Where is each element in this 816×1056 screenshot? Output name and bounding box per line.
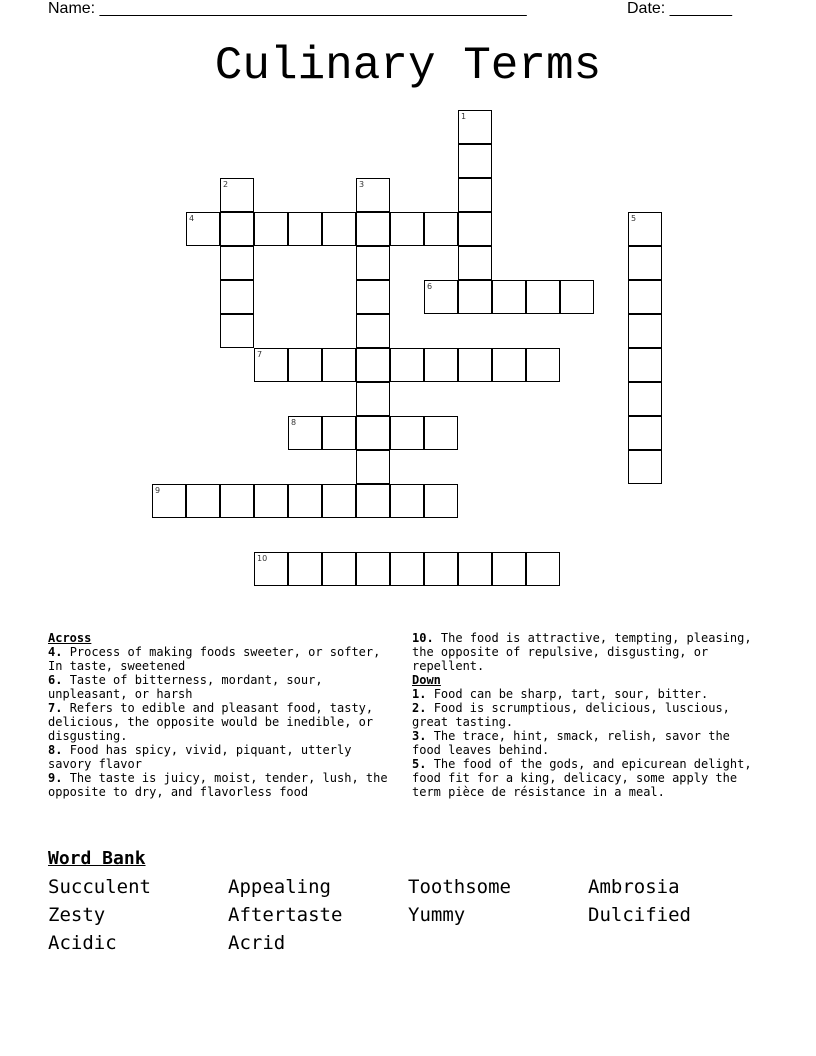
grid-cell[interactable]: [356, 382, 390, 416]
grid-cell[interactable]: [458, 552, 492, 586]
clue-text: The food is attractive, tempting, pleasing, the opposite of repulsive, disgusting, or repellent.: [412, 631, 752, 673]
clue-number: 9.: [48, 771, 63, 785]
grid-cell[interactable]: [492, 552, 526, 586]
clue-text: The taste is juicy, moist, tender, lush, the opposite to dry, and flavorless food: [48, 771, 388, 799]
grid-cell[interactable]: [628, 348, 662, 382]
page-title: Culinary Terms: [214, 40, 602, 92]
grid-cell[interactable]: [220, 246, 254, 280]
grid-cell[interactable]: [628, 314, 662, 348]
grid-cell[interactable]: [356, 178, 390, 212]
across-heading: Across: [48, 631, 92, 645]
word-bank-item: Zesty: [48, 904, 106, 926]
grid-cell[interactable]: [356, 484, 390, 518]
word-bank-item: Dulcified: [588, 904, 691, 926]
grid-cell[interactable]: [356, 280, 390, 314]
word-bank-item: Aftertaste: [228, 904, 343, 926]
word-bank-item: Succulent: [48, 876, 151, 898]
clue-down-2: [412, 701, 762, 729]
clue-across-7: [48, 701, 398, 743]
clue-text: Process of making foods sweeter, or softer, In taste, sweetened: [48, 645, 381, 673]
grid-cell[interactable]: [424, 212, 458, 246]
word-bank-item: Toothsome: [408, 876, 511, 898]
clue-number-label: 7: [257, 350, 263, 359]
clue-number: 4.: [48, 645, 63, 659]
grid-cell[interactable]: [628, 246, 662, 280]
grid-cell[interactable]: [390, 552, 424, 586]
clue-text: The trace, hint, smack, relish, savor the food leaves behind.: [412, 729, 730, 757]
grid-cell[interactable]: [288, 348, 322, 382]
clue-across-6: [48, 673, 398, 701]
word-bank-item: Acrid: [228, 932, 286, 954]
right-clues-column: [412, 631, 762, 799]
down-heading: Down: [412, 673, 441, 687]
clue-number-label: 9: [155, 486, 161, 495]
grid-cell[interactable]: [152, 484, 186, 518]
grid-cell[interactable]: [220, 212, 254, 246]
clue-text: Food has spicy, vivid, piquant, utterly savory flavor: [48, 743, 352, 771]
grid-cell[interactable]: [254, 484, 288, 518]
clue-number-label: 10: [257, 554, 268, 563]
clue-text: Food is scrumptious, delicious, luscious, great tasting.: [412, 701, 730, 729]
grid-cell[interactable]: [356, 450, 390, 484]
clue-across-8: [48, 743, 398, 771]
name-field-label: Name: ________________________________________________: [48, 0, 527, 17]
grid-cell[interactable]: [288, 484, 322, 518]
clue-number: 1.: [412, 687, 427, 701]
grid-cell[interactable]: [390, 348, 424, 382]
grid-cell[interactable]: [220, 314, 254, 348]
clue-down-5: [412, 757, 762, 799]
grid-cell[interactable]: [288, 416, 322, 450]
clue-across-10: [412, 631, 762, 673]
grid-cell[interactable]: [322, 348, 356, 382]
grid-cell[interactable]: [424, 348, 458, 382]
grid-cell[interactable]: [254, 552, 288, 586]
clue-down-3: [412, 729, 762, 757]
grid-cell[interactable]: [424, 280, 458, 314]
clue-number-label: 2: [223, 180, 229, 189]
grid-cell[interactable]: [628, 280, 662, 314]
grid-cell[interactable]: [424, 484, 458, 518]
grid-cell[interactable]: [356, 416, 390, 450]
grid-cell[interactable]: [458, 178, 492, 212]
word-bank-title: Word Bank: [48, 848, 146, 869]
grid-cell[interactable]: [628, 212, 662, 246]
grid-cell[interactable]: [628, 382, 662, 416]
grid-cell[interactable]: [526, 348, 560, 382]
clue-number: 8.: [48, 743, 63, 757]
grid-cell[interactable]: [254, 212, 288, 246]
word-bank-item: Ambrosia: [588, 876, 680, 898]
word-bank: [48, 876, 768, 954]
grid-cell[interactable]: [322, 484, 356, 518]
clue-down-1: [412, 687, 762, 701]
clue-number-label: 1: [461, 112, 467, 121]
grid-cell[interactable]: [628, 450, 662, 484]
grid-cell[interactable]: [220, 484, 254, 518]
clue-text: The food of the gods, and epicurean delight, food fit for a king, delicacy, some apply the term pièce de résistance in a meal.: [412, 757, 752, 799]
grid-cell[interactable]: [560, 280, 594, 314]
clue-number: 5.: [412, 757, 427, 771]
clue-number: 7.: [48, 701, 63, 715]
grid-cell[interactable]: [186, 484, 220, 518]
clue-across-9: [48, 771, 398, 799]
clue-number: 6.: [48, 673, 63, 687]
grid-cell[interactable]: [356, 314, 390, 348]
clue-number-label: 4: [189, 214, 195, 223]
grid-cell[interactable]: [458, 280, 492, 314]
word-bank-item: Acidic: [48, 932, 117, 954]
grid-cell[interactable]: [424, 552, 458, 586]
grid-cell[interactable]: [356, 348, 390, 382]
clue-text: Taste of bitterness, mordant, sour, unpleasant, or harsh: [48, 673, 323, 701]
grid-cell[interactable]: [458, 144, 492, 178]
grid-cell[interactable]: [220, 280, 254, 314]
grid-cell[interactable]: [458, 246, 492, 280]
clue-number-label: 3: [359, 180, 365, 189]
grid-cell[interactable]: [322, 552, 356, 586]
grid-cell[interactable]: [628, 416, 662, 450]
grid-cell[interactable]: [356, 246, 390, 280]
grid-cell[interactable]: [288, 552, 322, 586]
across-clues-column: [48, 631, 398, 799]
word-bank-item: Appealing: [228, 876, 331, 898]
grid-cell[interactable]: [492, 348, 526, 382]
grid-cell[interactable]: [254, 348, 288, 382]
clue-number-label: 5: [631, 214, 637, 223]
clue-number-label: 6: [427, 282, 433, 291]
clue-number: 10.: [412, 631, 434, 645]
grid-cell[interactable]: [458, 348, 492, 382]
clue-number: 2.: [412, 701, 427, 715]
grid-cell[interactable]: [356, 212, 390, 246]
clue-number: 3.: [412, 729, 427, 743]
date-field-label: Date: _______: [627, 0, 732, 17]
grid-cell[interactable]: [356, 552, 390, 586]
word-bank-item: Yummy: [408, 904, 466, 926]
grid-cell[interactable]: [458, 110, 492, 144]
grid-cell[interactable]: [288, 212, 322, 246]
grid-cell[interactable]: [322, 212, 356, 246]
grid-cell[interactable]: [526, 280, 560, 314]
grid-cell[interactable]: [424, 416, 458, 450]
grid-cell[interactable]: [390, 212, 424, 246]
clue-across-4: [48, 645, 398, 673]
grid-cell[interactable]: [390, 484, 424, 518]
clue-text: Refers to edible and pleasant food, tasty, delicious, the opposite would be inedible, or disgusting.: [48, 701, 374, 743]
clue-number-label: 8: [291, 418, 297, 427]
grid-cell[interactable]: [458, 212, 492, 246]
grid-cell[interactable]: [220, 178, 254, 212]
clue-text: Food can be sharp, tart, sour, bitter.: [433, 687, 709, 701]
grid-cell[interactable]: [526, 552, 560, 586]
grid-cell[interactable]: [322, 416, 356, 450]
grid-cell[interactable]: [390, 416, 424, 450]
grid-cell[interactable]: [492, 280, 526, 314]
grid-cell[interactable]: [186, 212, 220, 246]
